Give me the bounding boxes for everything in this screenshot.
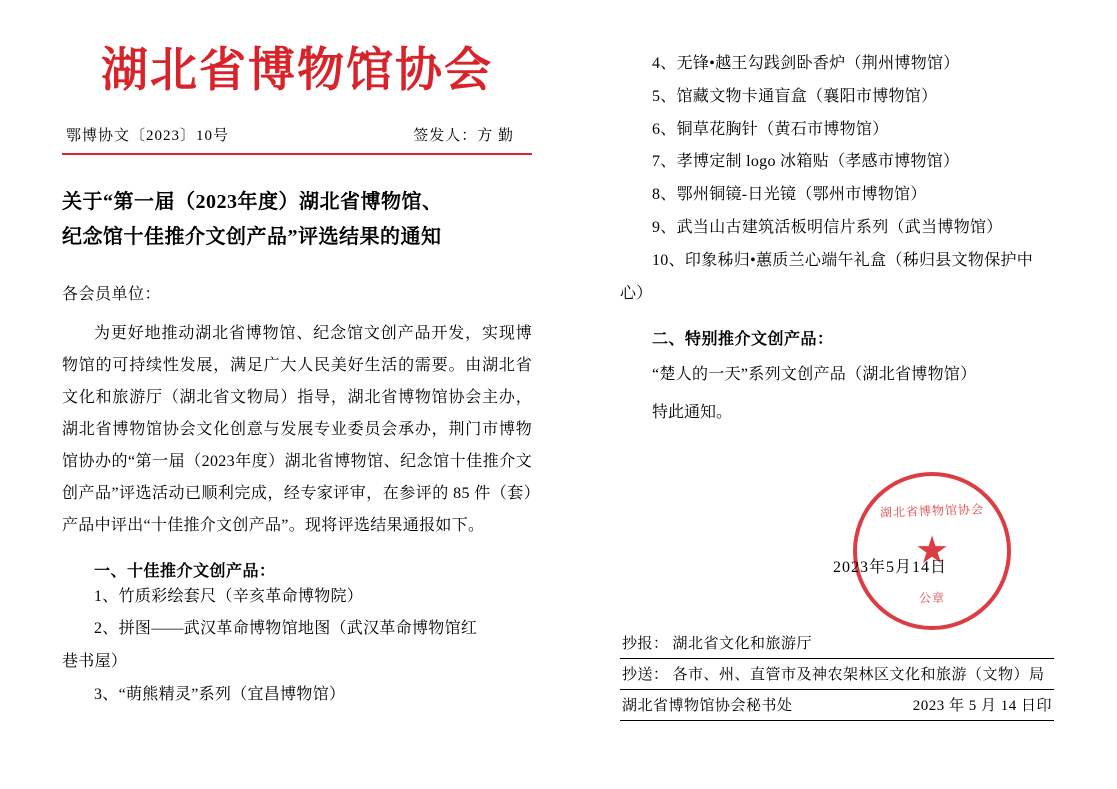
- document-title-line-2: 纪念馆十佳推介文创产品”评选结果的通知: [62, 225, 442, 248]
- seal-star-icon: ★: [914, 530, 950, 572]
- document-title: [62, 185, 532, 255]
- list-item-continuation: 心）: [620, 284, 653, 302]
- section-one-list-right: [620, 48, 1060, 310]
- document-title-line-1: 关于“第一届（2023年度）湖北省博物馆、: [62, 190, 443, 213]
- list-item: 8、鄂州铜镜-日光镜（鄂州市博物馆）: [652, 186, 927, 204]
- official-seal: [853, 472, 1011, 630]
- list-item: 3、“萌熊精灵”系列（宜昌博物馆）: [94, 686, 346, 704]
- closing-line: 特此通知。: [652, 404, 733, 422]
- footer-send-label: 抄送：: [622, 667, 669, 683]
- right-column: [620, 0, 1060, 429]
- list-item: 9、武当山古建筑活板明信片系列（武当博物馆）: [652, 218, 1003, 236]
- footer-issuer: 湖北省博物馆协会秘书处: [622, 698, 793, 714]
- signature-block: [805, 480, 1065, 610]
- list-item: 4、无锋•越王勾践剑卧香炉（荆州博物馆）: [652, 55, 960, 72]
- list-item: 7、孝博定制 logo 冰箱贴（孝感市博物馆）: [652, 153, 960, 171]
- list-item: 2、拼图——武汉革命博物馆地图（武汉革命博物馆红: [94, 620, 478, 638]
- list-item: 6、铜草花胸针（黄石市博物馆）: [652, 120, 889, 138]
- list-item: 1、竹质彩绘套尺（辛亥革命博物院）: [94, 587, 364, 605]
- section-two-heading: 二、特别推介文创产品：: [652, 331, 834, 349]
- document-meta: [62, 124, 532, 145]
- list-item: 10、印象秭归•蕙质兰心端午礼盒（秭归县文物保护中: [652, 251, 1034, 269]
- section-one-list-left: [62, 581, 532, 712]
- seal-top-text: 湖北省博物馆协会: [879, 502, 985, 520]
- footer-cc-value: 湖北省文化和旅游厅: [672, 636, 813, 652]
- organization-name: 湖北省博物馆协会: [101, 45, 493, 97]
- body-paragraph: 为更好地推动湖北省博物馆、纪念馆文创产品开发，实现博物馆的可持续性发展，满足广大人民美好生活的需要。由湖北省文化和旅游厅（湖北省文物局）指导，湖北省博物馆协会主办，湖北省博物馆协会文化创意与发展专业委员会承办，荆门市博物馆协办的“第一届（2023年度）湖北省博物馆、纪念馆十佳推介文创产品”评选活动已顺利完成，经专家评审，在参评的 85 件（套）产品中评出“十佳推介文创产品”。现将评选结果通报如下。: [62, 324, 532, 534]
- footer-cc-row: [620, 628, 1054, 659]
- footer-send-row: [620, 659, 1054, 690]
- red-divider-rule: [62, 153, 532, 155]
- footer-issue-date: 2023 年 5 月 14 日印: [912, 698, 1052, 714]
- signature-date: 2023年5月14日: [833, 559, 948, 576]
- letterhead: [62, 46, 532, 155]
- section-two-item: “楚人的一天”系列文创产品（湖北省博物馆）: [652, 366, 977, 384]
- section-one-heading: 一、十佳推介文创产品：: [94, 562, 276, 580]
- footer-cc-label: 抄报：: [622, 636, 669, 652]
- document-signer: 签发人：方 勤: [413, 127, 514, 144]
- salutation: 各会员单位：: [62, 285, 162, 303]
- footer-issuer-row: [620, 690, 1054, 721]
- list-item-continuation: 巷书屋）: [62, 653, 128, 671]
- footer: [620, 628, 1054, 721]
- footer-send-value: 各市、州、直管市及神农架林区文化和旅游（文物）局: [672, 667, 1045, 683]
- document-number: 鄂博协文〔2023〕10号: [66, 127, 230, 144]
- left-column: [62, 0, 532, 712]
- list-item: 5、馆藏文物卡通盲盒（襄阳市博物馆）: [652, 87, 938, 105]
- seal-bottom-text: 公章: [918, 591, 945, 605]
